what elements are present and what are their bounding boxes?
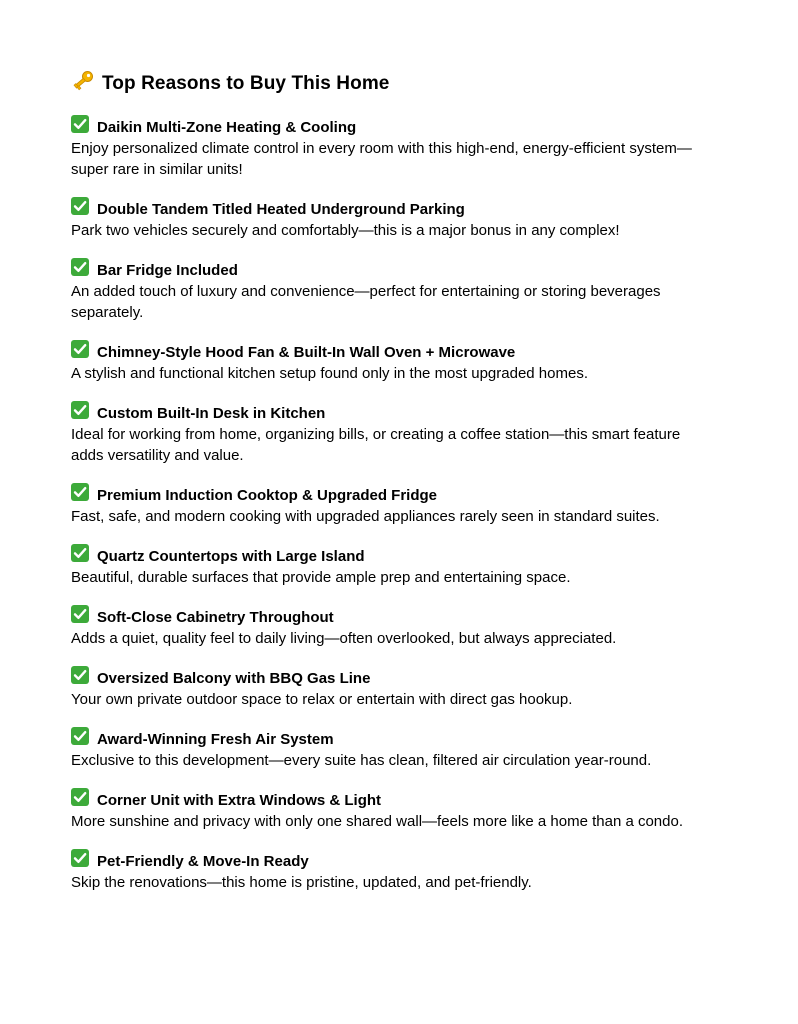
list-item bbox=[71, 848, 798, 893]
reason-title: Daikin Multi-Zone Heating & Cooling bbox=[97, 119, 357, 136]
reason-title-row bbox=[71, 787, 798, 811]
reason-title: Premium Induction Cooktop & Upgraded Fridge bbox=[97, 487, 438, 504]
reason-title: Chimney-Style Hood Fan & Built-In Wall Oven + Microwave bbox=[97, 344, 516, 361]
list-item bbox=[71, 196, 798, 241]
reason-title: Bar Fridge Included bbox=[97, 262, 238, 279]
reason-description: Your own private outdoor space to relax or entertain with direct gas hookup. bbox=[71, 691, 573, 708]
reason-title-row bbox=[71, 665, 798, 689]
list-item bbox=[71, 482, 798, 527]
reason-title: Quartz Countertops with Large Island bbox=[97, 548, 365, 565]
list-item bbox=[71, 339, 798, 384]
list-item bbox=[71, 400, 798, 466]
reason-description: Enjoy personalized climate control in every room with this high-end, energy-efficient system—super rare in similar units! bbox=[71, 140, 692, 178]
reason-description: More sunshine and privacy with only one shared wall—feels more like a home than a condo. bbox=[71, 813, 683, 830]
checkmark-icon bbox=[71, 401, 89, 419]
reason-title: Corner Unit with Extra Windows & Light bbox=[97, 792, 382, 809]
reason-title: Double Tandem Titled Heated Underground Parking bbox=[97, 201, 465, 218]
reason-title: Custom Built-In Desk in Kitchen bbox=[97, 405, 326, 422]
checkmark-icon bbox=[71, 483, 89, 501]
reason-title: Pet-Friendly & Move-In Ready bbox=[97, 853, 309, 870]
list-item bbox=[71, 726, 798, 771]
checkmark-icon bbox=[71, 197, 89, 215]
reason-description: Adds a quiet, quality feel to daily living—often overlooked, but always appreciated. bbox=[71, 630, 617, 647]
reason-title-row bbox=[71, 339, 798, 363]
reason-title-row bbox=[71, 848, 798, 872]
checkmark-icon bbox=[71, 115, 89, 133]
reason-description: Exclusive to this development—every suite has clean, filtered air circulation year-round. bbox=[71, 752, 652, 769]
reason-description: Beautiful, durable surfaces that provide ample prep and entertaining space. bbox=[71, 569, 571, 586]
reasons-list bbox=[71, 114, 798, 893]
reason-title-row bbox=[71, 604, 798, 628]
checkmark-icon bbox=[71, 544, 89, 562]
checkmark-icon bbox=[71, 727, 89, 745]
checkmark-icon bbox=[71, 258, 89, 276]
reason-description: Skip the renovations—this home is pristine, updated, and pet-friendly. bbox=[71, 874, 532, 891]
list-item bbox=[71, 114, 798, 180]
reason-title-row bbox=[71, 726, 798, 750]
checkmark-icon bbox=[71, 849, 89, 867]
reason-title-row bbox=[71, 114, 798, 138]
reason-description: Fast, safe, and modern cooking with upgraded appliances rarely seen in standard suites. bbox=[71, 508, 660, 525]
reason-description: Ideal for working from home, organizing bills, or creating a coffee station—this smart feature adds versatility and value. bbox=[71, 426, 681, 464]
checkmark-icon bbox=[71, 666, 89, 684]
reason-title: Oversized Balcony with BBQ Gas Line bbox=[97, 670, 371, 687]
reason-title: Award-Winning Fresh Air System bbox=[97, 731, 334, 748]
reason-description: Park two vehicles securely and comfortably—this is a major bonus in any complex! bbox=[71, 222, 620, 239]
reason-title-row bbox=[71, 482, 798, 506]
list-item bbox=[71, 665, 798, 710]
reason-title-row bbox=[71, 400, 798, 424]
reason-title-row bbox=[71, 196, 798, 220]
reason-description: An added touch of luxury and convenience—perfect for entertaining or storing beverages separately. bbox=[71, 283, 661, 321]
list-item bbox=[71, 787, 798, 832]
list-item bbox=[71, 543, 798, 588]
list-item bbox=[71, 604, 798, 649]
reason-title-row bbox=[71, 257, 798, 281]
key-icon bbox=[71, 69, 95, 93]
reason-description: A stylish and functional kitchen setup found only in the most upgraded homes. bbox=[71, 365, 588, 382]
page-title: Top Reasons to Buy This Home bbox=[102, 73, 390, 94]
checkmark-icon bbox=[71, 340, 89, 358]
checkmark-icon bbox=[71, 788, 89, 806]
reason-title-row bbox=[71, 543, 798, 567]
reason-title: Soft-Close Cabinetry Throughout bbox=[97, 609, 334, 626]
page-heading bbox=[71, 67, 798, 101]
list-item bbox=[71, 257, 798, 323]
checkmark-icon bbox=[71, 605, 89, 623]
